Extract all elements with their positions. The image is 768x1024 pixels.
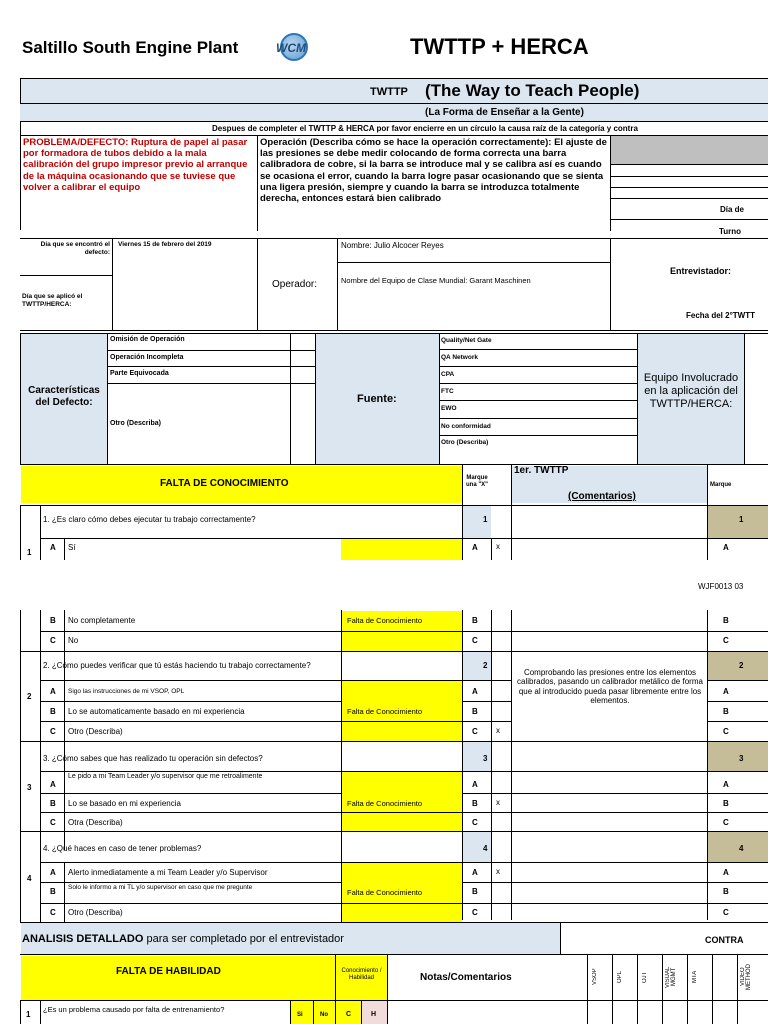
q4-text: 4. ¿Qué haces en caso de tener problemas? (43, 844, 202, 853)
q4-a-letter: A (50, 868, 56, 877)
plant-name: Saltillo South Engine Plant (22, 38, 239, 57)
q4-c-mark-right: C (723, 908, 729, 917)
q3-b-mark: x (496, 798, 500, 807)
q2-a-letter: A (50, 687, 56, 696)
source-label: Fuente: (357, 393, 397, 405)
found-date-label: Día que se encontró el defecto: (40, 241, 110, 256)
instruction-text: Despues de completer el TWTTP & HERCA por favor encierre en un círculo la causa raíz de la categoría y contra (212, 124, 638, 133)
q1-mark: 1 (483, 515, 488, 524)
spanish-subtitle: (La Forma de Enseñar a la Gente) (425, 107, 584, 118)
q4-tag: Falta de Conocimiento (347, 888, 423, 897)
source-ewo: EWO (441, 405, 457, 412)
q4-b-text: Solo le informo a mi TL y/o supervisor en caso que me pregunte (68, 884, 253, 891)
problem-block: PROBLEMA/DEFECTO: Ruptura de papel al pasar por formadora de tubos debido a la mala calibración del grupo impresor previo al arranque de la máquina ocasionando que se tuviese que volver a calibrar el equipo (23, 137, 248, 193)
source-quality-gate: Quality/Net Gate (441, 337, 492, 344)
q1-b-mark-letter: B (472, 616, 478, 625)
notes-header: Notas/Comentarios (420, 972, 512, 983)
q4-b-letter: B (50, 887, 56, 896)
q4-mark-right: 4 (739, 844, 744, 853)
col-visual-mgmt: VISUAL MGMT (665, 966, 677, 988)
q3-number: 3 (27, 783, 32, 792)
q1-c-letter: C (50, 636, 56, 645)
operator-label: Operador: (272, 279, 318, 290)
q2-mark-right: 2 (739, 661, 744, 670)
q3-a-letter: A (50, 780, 56, 789)
analysis-row1-number: 1 (26, 1010, 31, 1019)
source-qa-network: QA Network (441, 354, 478, 361)
q4-b-mark-right: B (723, 887, 729, 896)
q4-a-mark-right: A (723, 868, 729, 877)
q1-number: 1 (27, 548, 32, 557)
knowledge-skill-header: Conocimiento / Habilidad (341, 968, 382, 982)
q2-mark: 2 (483, 661, 488, 670)
twttp-subtitle: (The Way to Teach People) (425, 81, 640, 100)
q3-c-mark-right: C (723, 818, 729, 827)
q4-mark: 4 (483, 844, 488, 853)
knowledge-gap-header: FALTA DE CONOCIMIENTO (160, 478, 289, 489)
q1-c-mark-letter: C (472, 636, 478, 645)
twttp-small-label: TWTTP (370, 86, 408, 98)
analysis-row1-h[interactable]: H (371, 1011, 377, 1018)
second-twttp-date-label: Fecha del 2°TWTT (686, 311, 755, 320)
mark-x-header: Marque una "X" (465, 475, 489, 489)
q2-b-letter: B (50, 707, 56, 716)
q2-b-mark-letter: B (472, 707, 478, 716)
char-item-equivocada: Parte Equivocada (110, 370, 169, 377)
q2-a-mark-letter: A (472, 687, 478, 696)
source-otro: Otro (Describa) (441, 439, 489, 446)
q1-b-mark-right: B (723, 616, 729, 625)
q2-text: 2. ¿Cómo puedes verificar que tú estás haciendo tu trabajo correctamente? (43, 661, 311, 670)
q3-mark-right: 3 (739, 754, 744, 763)
char-item-incompleta: Operación Incompleta (110, 354, 184, 361)
q2-b-text: Lo se automaticamente basado en mi experiencia (68, 707, 245, 716)
q4-c-text: Otro (Describa) (68, 908, 123, 917)
q3-c-mark-letter: C (472, 818, 478, 827)
q2-a-mark-right: A (723, 687, 729, 696)
q1-a-text: Sí (68, 543, 76, 552)
q1-a-mark-right: A (723, 543, 729, 552)
q4-a-text: Alerto inmediatamente a mi Team Leader y/o Supervisor (68, 868, 268, 877)
q1-a-mark-letter: A (472, 543, 478, 552)
mark-header-right: Marque (710, 482, 732, 488)
interviewer-label: Entrevistador: (670, 266, 732, 276)
q4-c-letter: C (50, 908, 56, 917)
source-ftc: FTC (441, 388, 454, 395)
q4-number: 4 (27, 874, 32, 883)
col-mta: MTA (692, 970, 698, 984)
q3-b-text: Lo se basado en mi experiencia (68, 799, 181, 808)
q3-c-text: Otra (Describa) (68, 818, 123, 827)
q4-a-mark-letter: A (472, 868, 478, 877)
q2-c-text: Otro (Describa) (68, 727, 123, 736)
q2-comment: Comprobando las presiones entre los elementos calibrados, pasando un calibrador metálico de forma que al introducido pueda pasar libremente entre los elementos. (517, 668, 703, 706)
q3-mark: 3 (483, 754, 488, 763)
q1-c-text: No (68, 636, 79, 645)
col-opl: OPL (617, 971, 623, 984)
q3-a-text: Le pido a mi Team Leader y/o supervisor que me retroalimente (68, 773, 263, 780)
doc-code: WJF0013 03 (698, 582, 744, 591)
q2-c-mark-letter: C (472, 727, 478, 736)
q3-b-letter: B (50, 799, 56, 808)
analysis-row1-c[interactable]: C (346, 1011, 352, 1018)
operator-name: Nombre: Julio Alcocer Reyes (341, 241, 444, 250)
skill-gap-header: FALTA DE HABILIDAD (116, 966, 221, 977)
q1-b-letter: B (50, 616, 56, 625)
q3-b-mark-letter: B (472, 799, 478, 808)
q1-tag: Falta de Conocimiento (347, 616, 423, 625)
q1-b-text: No completamente (68, 616, 136, 625)
col-video-method: VIDEO METHOD (740, 964, 752, 990)
involved-team-label: Equipo Involucrado en la aplicación del TWTTP/HERCA: (643, 372, 739, 410)
characteristics-label: Características del Defecto: (28, 385, 100, 408)
detailed-analysis-title: ANALISIS DETALLADO para ser completado por el entrevistador (22, 933, 344, 945)
operation-description: Operación (Describa cómo se hace la operación correctamente): El ajuste de las presiones se debe medir colocando de forma correcta una barra calibradora de cobre, si la barra se introduce mal y se calibra así es cuando se ocasiona el error, cuando la barra logre pasar ocasionando que se sienta una ligera presión, siempre y cuando la barra se introduzca totalmente derecha, entonces estará bien calibrado (260, 137, 607, 205)
q1-a-letter: A (50, 543, 56, 552)
turno-label: Turno (719, 227, 742, 236)
q1-mark-right: 1 (739, 515, 744, 524)
team-name: Nombre del Equipo de Clase Mundial: Garant Maschinen (341, 276, 531, 285)
analysis-row1-si[interactable]: Si (297, 1012, 303, 1018)
q2-c-mark: x (496, 726, 500, 735)
q4-a-mark: x (496, 867, 500, 876)
char-item-otro: Otro (Describa) (110, 420, 161, 427)
source-no-conformidad: No conformidad (441, 423, 491, 430)
form-title: TWTTP + HERCA (410, 34, 589, 59)
col-ojt: OJT (642, 971, 648, 983)
q3-a-mark-letter: A (472, 780, 478, 789)
q2-a-text: Sigo las instrucciones de mi VSOP, OPL (68, 688, 185, 695)
q3-tag: Falta de Conocimiento (347, 799, 423, 808)
q4-b-mark-letter: B (472, 887, 478, 896)
first-twttp-label: 1er. TWTTP (514, 465, 569, 476)
q3-c-letter: C (50, 818, 56, 827)
q2-b-mark-right: B (723, 707, 729, 716)
source-cpa: CPA (441, 371, 455, 378)
q4-c-mark-letter: C (472, 908, 478, 917)
contra-label: CONTRA (705, 935, 744, 945)
q3-text: 3. ¿Cómo sabes que has realizado tu operación sin defectos? (43, 754, 263, 763)
dia-label: Día de (720, 205, 745, 214)
q3-b-mark-right: B (723, 799, 729, 808)
q1-a-mark: x (496, 542, 500, 551)
col-vsop: VSOP (592, 968, 598, 986)
q2-c-mark-right: C (723, 727, 729, 736)
analysis-row1-no[interactable]: No (320, 1012, 328, 1018)
applied-date-label: Día que se aplicó el TWTTP/HERCA: (22, 293, 83, 308)
q2-number: 2 (27, 692, 32, 701)
q3-a-mark-right: A (723, 780, 729, 789)
comments-header: (Comentarios) (568, 491, 636, 502)
char-item-omision: Omisión de Operación (110, 336, 185, 343)
q1-text: 1. ¿Es claro cómo debes ejecutar tu trabajo correctamente? (43, 515, 256, 524)
q2-c-letter: C (50, 727, 56, 736)
q1-c-mark-right: C (723, 636, 729, 645)
analysis-row1-text: ¿Es un problema causado por falta de entrenamiento? (43, 1005, 225, 1014)
wcm-logo: WCM (280, 33, 308, 61)
found-date-value: Viernes 15 de febrero del 2019 (118, 241, 212, 248)
q2-tag: Falta de Conocimiento (347, 707, 423, 716)
